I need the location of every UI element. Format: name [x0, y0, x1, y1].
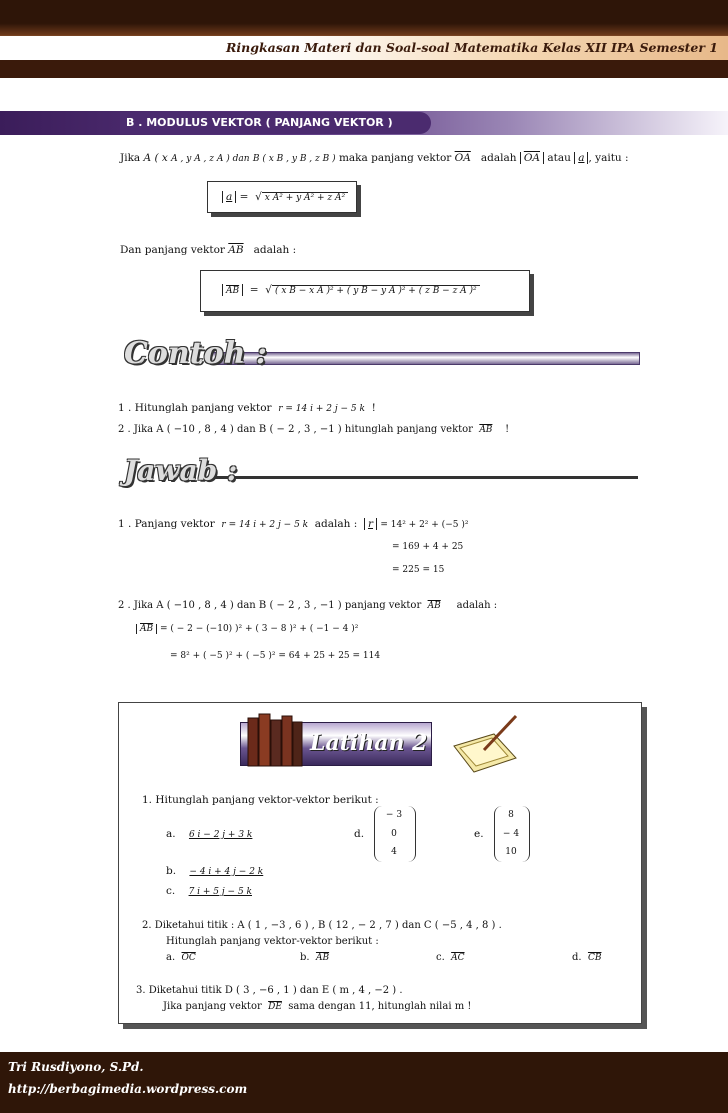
latihan-q1b: b. − 4 i + 4 j − 2 k	[166, 865, 264, 877]
jawab-a1-step3: = 225 = 15	[392, 565, 445, 575]
contoh-banner-line	[210, 352, 640, 365]
latihan-q2a: a. $\overline{OC}$	[166, 952, 196, 963]
jawab-banner-line	[210, 476, 638, 479]
point-b: B ( x B , y B , z B )	[252, 154, 336, 164]
formula-1: a = √ x A² + y A² + z A²	[222, 191, 348, 203]
latihan-q2-sub: Hitunglah panjang vektor-vektor berikut :	[166, 936, 379, 947]
latihan-q1a: a. 6 i − 2 j + 3 k	[166, 828, 253, 840]
latihan-q2c: c. $\overline{AC}$	[436, 952, 465, 963]
jawab-a2: 2 . Jika A ( −10 , 8 , 4 ) dan B ( − 2 , 3 , −1 ) panjang vektor $\overline{AB}$ adalah :	[118, 600, 498, 611]
latihan-q2b: b. $\overline{AB}$	[300, 952, 330, 963]
latihan-q1e-2: 10	[505, 847, 517, 857]
jawab-a2-step2: = 8² + ( −5 )² + ( −5 )² = 64 + 25 + 25 = 114	[170, 651, 381, 661]
vector-r: r = 14 i + 2 j − 5 k	[278, 404, 365, 414]
latihan-q1: 1. Hitunglah panjang vektor-vektor berikut :	[142, 794, 379, 806]
header-title: Ringkasan Materi dan Soal-soal Matematika Kelas XII IPA Semester 1	[226, 40, 718, 55]
intro-line-2: Dan panjang vektor $\overline{AB}$ adalah :	[120, 244, 297, 256]
jawab-a2-step1: $\overline{AB}$ = ( − 2 − (−10) )² + ( 3 − 8 )² + ( −1 − 4 )²	[136, 624, 358, 634]
books-icon	[246, 712, 304, 768]
latihan-q3: 3. Diketahui titik D ( 3 , −6 , 1 ) dan E ( m , 4 , −2 ) .	[136, 985, 403, 996]
latihan-q1d-1: 0	[391, 829, 397, 839]
latihan-q2d: d. $\overline{CB}$	[572, 952, 602, 963]
formula-2: $\overline{AB}$ = √ ( x B − x A )² + ( y B − y A )² + ( z B − z A )²	[222, 284, 480, 296]
intro-mid: maka panjang vektor	[338, 152, 452, 164]
notebook-pen-icon	[450, 712, 520, 774]
intro-line-1	[120, 152, 629, 164]
latihan-q2: 2. Diketahui titik : A ( 1 , −3 , 6 ) , B ( 12 , − 2 , 7 ) dan C ( −5 , 4 , 8 ) .	[142, 920, 502, 931]
modulus-oa: $\overline{OA}$	[523, 152, 541, 164]
intro-text: Jika	[120, 152, 141, 164]
latihan-q1d-label: d.	[354, 828, 365, 840]
jawab-a1-step2: = 169 + 4 + 25	[392, 542, 464, 552]
modulus-a: a	[578, 152, 585, 164]
latihan-q1e-label: e.	[474, 828, 484, 840]
jawab-a1: 1 . Panjang vektor r = 14 i + 2 j − 5 k adalah : r = 14² + 2² + (−5 )²	[118, 518, 469, 530]
vector-oa: $\overline{OA}$	[454, 152, 471, 164]
jawab-title: Jawab :	[124, 454, 238, 487]
latihan-q1e-1: − 4	[502, 829, 520, 839]
contoh-q2: 2 . Jika A ( −10 , 8 , 4 ) dan B ( − 2 , 3 , −1 ) hitunglah panjang vektor $\overline{AB}$ !	[118, 424, 510, 435]
yaitu-text: , yaitu :	[588, 152, 629, 164]
contoh-q1: 1 . Hitunglah panjang vektor r = 14 i + 2 j − 5 k !	[118, 402, 376, 414]
adalah-text: adalah	[480, 152, 517, 164]
latihan-title: Latihan 2	[310, 730, 428, 756]
vector-ab: $\overline{AB}$	[228, 244, 244, 256]
atau-text: atau	[547, 152, 571, 164]
contoh-title: Contoh :	[124, 336, 267, 371]
latihan-q1c: c. 7 i + 5 j − 5 k	[166, 885, 252, 897]
latihan-q1d-0: − 3	[385, 810, 403, 820]
latihan-q1e-0: 8	[508, 810, 514, 820]
section-title: B . MODULUS VEKTOR ( PANJANG VEKTOR )	[120, 112, 431, 134]
point-a: A ( x A , y A , z A ) dan	[143, 152, 250, 164]
footer-author: Tri Rusdiyono, S.Pd.	[8, 1060, 144, 1074]
footer-url[interactable]: http://berbagimedia.wordpress.com	[8, 1082, 248, 1096]
latihan-q1d-2: 4	[391, 847, 397, 857]
latihan-q3-sub: Jika panjang vektor $\overline{DE}$ sama dengan 11, hitunglah nilai m !	[163, 1001, 472, 1012]
